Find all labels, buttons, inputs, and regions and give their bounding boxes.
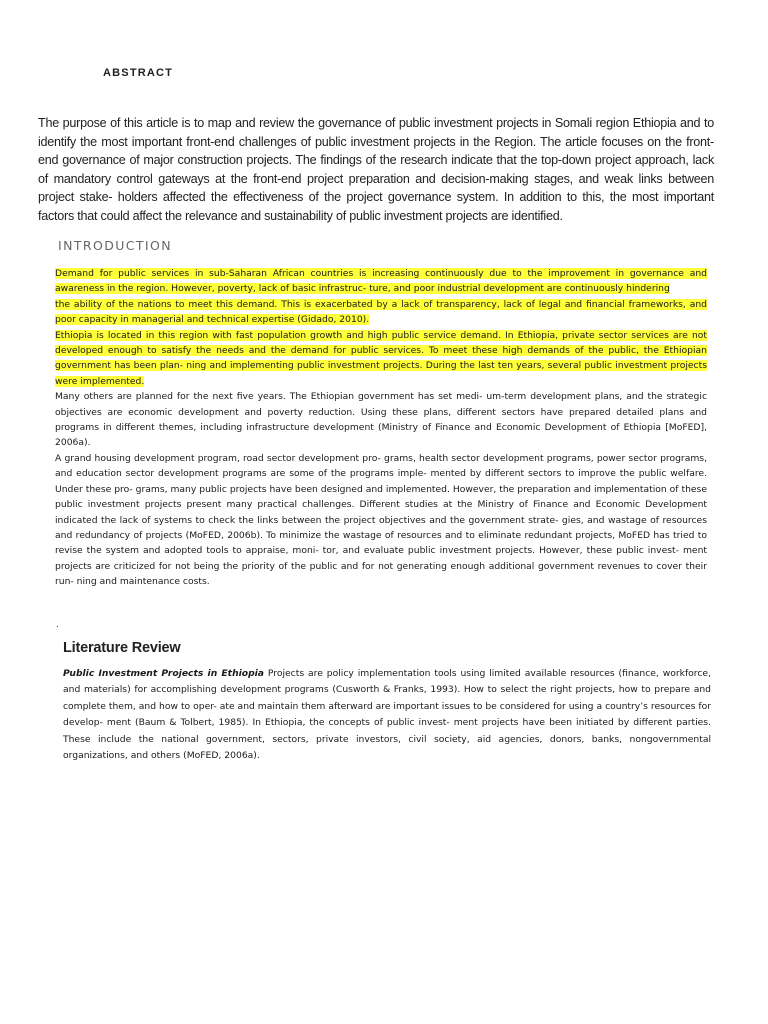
intro-paragraph-2 [55, 297, 707, 328]
literature-review-lead: Public Investment Projects in Ethiopia [63, 668, 264, 679]
intro-paragraph-3 [55, 328, 707, 390]
intro-paragraph-1 [55, 266, 707, 297]
literature-review-body [63, 666, 711, 764]
abstract-body: The purpose of this article is to map and review the governance of public investment projects in Somali region Ethiopia and to identify the most important front-end challenges of public investment projects in the Region. The article focuses on the front-end governance of major construction projects. The findings of the research indicate that the top-down project approach, lack of mandatory control gateways at the front-end project preparation and decision-making stages, and weak links between project stake- holders affected the effectiveness of the project governance system. In addition to this, the most important factors that could affect the relevance and sustainability of public investment projects are identified. [38, 116, 714, 223]
intro-paragraph-4: Many others are planned for the next five years. The Ethiopian government has set medi- um-term development plans, and the strategic objectives are economic development and poverty reduction. Using these plans, different sectors have prepared detailed plans and programs in different themes, including infrastructure development (Ministry of Finance and Economic Development of Ethiopia [MoFED], 2006a). [55, 391, 707, 449]
literature-review-text: Projects are policy implementation tools using limited available resources (finance, workforce, and materials) for accomplishing development programs (Cusworth & Franks, 1993). How to select the right projects, how to prepare and complete them, and how to oper- ate and maintain them afterward are important issues to be considered for using a country’s resources for develop- ment (Baum & Tolbert, 1985). In Ethiopia, the concepts of public invest- ment projects have been initiated by different parties. These include the national government, sectors, private investors, civil society, aid agencies, donors, banks, nongovernmental organizations, and others (MoFED, 2006a). [63, 668, 711, 762]
intro-paragraph-5: A grand housing development program, road sector development pro- grams, health sector development programs, power sector programs, and education sector development programs are some of the programs imple- mented by different sectors to improve the public welfare. Under these pro- grams, many public projects have been designed and implemented. However, the preparation and implementation of these public investment projects present many practical challenges. Different studies at the Ministry of Finance and Economic Development indicated the lack of systems to check the links between the project objectives and the government strate- gies, and wastage of resources and redundancy of projects (MoFED, 2006b). To minimize the wastage of resources and to eliminate redundant projects, MoFED has tried to revise the system and adopted tools to appraise, moni- tor, and evaluate public investment projects. However, these public invest- ment projects are criticized for not being the priority of the public and for not generating enough additional government revenues to cover their run- ning and maintenance costs. [55, 452, 707, 588]
introduction-section [55, 266, 707, 590]
introduction-heading: INTRODUCTION [58, 238, 173, 253]
abstract-heading: ABSTRACT [103, 67, 174, 79]
highlighted-text: Ethiopia is located in this region with fast population growth and high public service demand. In Ethiopia, private sector services are not developed enough to satisfy the needs and the demand for public services. To meet these high demands of the public, the Ethiopian government has been plan- ning and implementing public investment projects. During the last ten years, several public investment projects were implemented. [55, 329, 707, 387]
highlighted-text: the ability of the nations to meet this demand. This is exacerbated by a lack of transparency, lack of legal and financial frameworks, and poor capacity in managerial and technical expertise (Gidado, 2010). [55, 298, 707, 326]
stray-mark: . [56, 620, 59, 630]
highlighted-text: Demand for public services in sub-Saharan African countries is increasing continuously due to the improvement in governance and awareness in the region. However, poverty, lack of basic infrastruc- ture, and poor industrial development are continuously hindering [55, 268, 707, 295]
literature-review-heading: Literature Review [63, 640, 181, 656]
